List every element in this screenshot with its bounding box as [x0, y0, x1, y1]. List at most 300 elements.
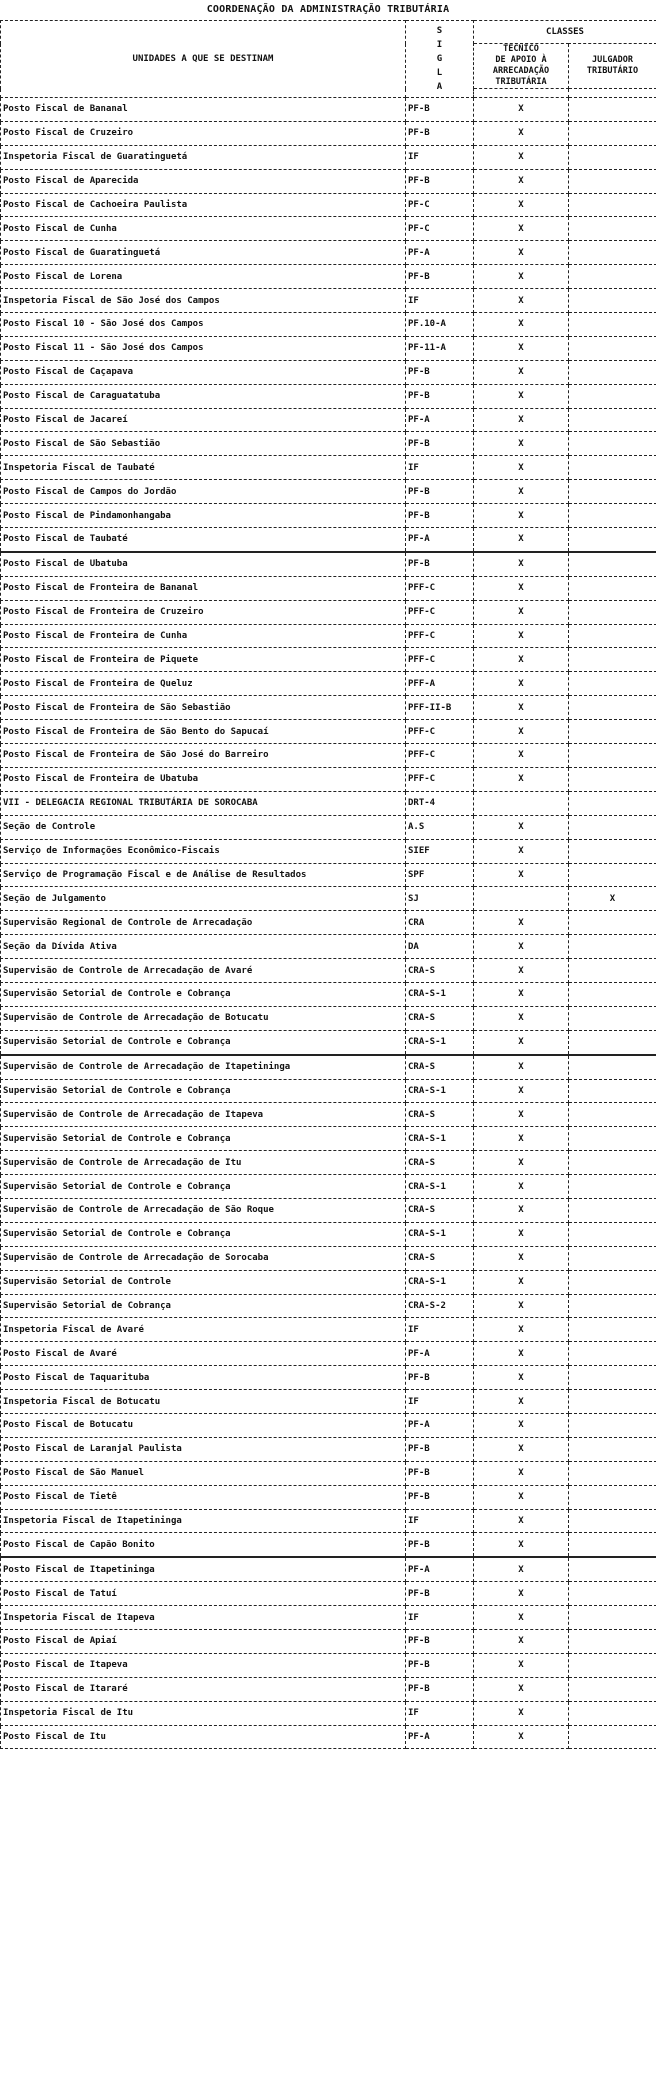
unit-name-cell: Posto Fiscal de Fronteira de Cruzeiro: [1, 600, 406, 624]
table-row: [1, 432, 656, 456]
judge-mark-cell: [569, 528, 656, 552]
table-row: [1, 408, 656, 432]
table-row: [1, 1006, 656, 1030]
judge-mark-cell: [569, 1222, 656, 1246]
sigla-cell: PF-A: [406, 408, 474, 432]
sigla-cell: PF-B: [406, 1630, 474, 1654]
sigla-cell: PF-11-A: [406, 336, 474, 360]
sigla-cell: CRA-S: [406, 1151, 474, 1175]
sigla-cell: PF-B: [406, 504, 474, 528]
table-row: [1, 98, 656, 122]
unit-name-cell: Inspetoria Fiscal de Botucatu: [1, 1390, 406, 1414]
sigla-cell: PF-B: [406, 1461, 474, 1485]
technician-label-line: DE APOIO À: [495, 55, 547, 65]
unit-name-cell: Supervisão Setorial de Controle: [1, 1270, 406, 1294]
judge-mark-cell: [569, 935, 656, 959]
technician-mark-cell: X: [474, 935, 569, 959]
table-row: [1, 504, 656, 528]
table-row: [1, 456, 656, 480]
unit-name-cell: Posto Fiscal 11 - São José dos Campos: [1, 336, 406, 360]
sigla-cell: PFF-A: [406, 672, 474, 696]
table-row: [1, 1533, 656, 1557]
table-row: [1, 1725, 656, 1749]
unit-name-cell: Posto Fiscal de São Manuel: [1, 1461, 406, 1485]
technician-mark-cell: X: [474, 1606, 569, 1630]
judge-mark-cell: X: [569, 887, 656, 911]
table-row: [1, 624, 656, 648]
sigla-cell: CRA-S-1: [406, 982, 474, 1006]
table-row: [1, 767, 656, 791]
unit-name-cell: Posto Fiscal 10 - São José dos Campos: [1, 313, 406, 337]
unit-name-cell: Posto Fiscal de Fronteira de Ubatuba: [1, 767, 406, 791]
judge-mark-cell: [569, 863, 656, 887]
technician-mark-cell: X: [474, 336, 569, 360]
unit-name-cell: Seção de Controle: [1, 815, 406, 839]
sigla-cell: CRA-S-1: [406, 1270, 474, 1294]
judge-mark-cell: [569, 360, 656, 384]
judge-mark-cell: [569, 1606, 656, 1630]
unit-name-cell: Seção da Dívida Ativa: [1, 935, 406, 959]
technician-mark-cell: X: [474, 1270, 569, 1294]
judge-mark-cell: [569, 1270, 656, 1294]
unit-name-cell: Posto Fiscal de Itararé: [1, 1677, 406, 1701]
judge-mark-cell: [569, 169, 656, 193]
technician-mark-cell: X: [474, 145, 569, 169]
judge-mark-cell: [569, 1437, 656, 1461]
technician-mark-cell: X: [474, 552, 569, 576]
table-row: [1, 1030, 656, 1054]
technician-mark-cell: X: [474, 1653, 569, 1677]
sigla-cell: PF-A: [406, 1557, 474, 1581]
sigla-cell: PF-B: [406, 1485, 474, 1509]
unit-name-cell: Posto Fiscal de Fronteira de São José do Barreiro: [1, 744, 406, 768]
unit-name-cell: Posto Fiscal de Caraguatatuba: [1, 384, 406, 408]
sigla-cell: PF-B: [406, 384, 474, 408]
technician-mark-cell: X: [474, 959, 569, 983]
judge-mark-cell: [569, 289, 656, 313]
table-row: [1, 1246, 656, 1270]
unit-name-cell: Posto Fiscal de Fronteira de Bananal: [1, 576, 406, 600]
sigla-letter: L: [436, 68, 443, 78]
judge-mark-cell: [569, 1175, 656, 1199]
technician-mark-cell: [474, 887, 569, 911]
sigla-cell: PF-C: [406, 217, 474, 241]
unit-name-cell: Supervisão de Controle de Arrecadação de Avaré: [1, 959, 406, 983]
table-row: [1, 1630, 656, 1654]
judge-mark-cell: [569, 1390, 656, 1414]
table-row: [1, 1390, 656, 1414]
document-title: COORDENAÇÃO DA ADMINISTRAÇÃO TRIBUTÁRIA: [206, 4, 450, 15]
sigla-cell: PFF-II-B: [406, 696, 474, 720]
unit-name-cell: Posto Fiscal de Fronteira de Cunha: [1, 624, 406, 648]
table-row: [1, 1079, 656, 1103]
sigla-cell: CRA-S-1: [406, 1175, 474, 1199]
table-row: [1, 528, 656, 552]
judge-mark-cell: [569, 624, 656, 648]
table-row: [1, 384, 656, 408]
sigla-cell: CRA-S: [406, 1246, 474, 1270]
technician-mark-cell: X: [474, 672, 569, 696]
unit-name-cell: Supervisão Setorial de Controle e Cobrança: [1, 1175, 406, 1199]
judge-mark-cell: [569, 1509, 656, 1533]
unit-name-cell: Inspetoria Fiscal de Avaré: [1, 1318, 406, 1342]
technician-mark-cell: X: [474, 863, 569, 887]
unit-name-cell: Posto Fiscal de Caçapava: [1, 360, 406, 384]
unit-name-cell: Supervisão de Controle de Arrecadação de Sorocaba: [1, 1246, 406, 1270]
unit-name-cell: Posto Fiscal de Itapetininga: [1, 1557, 406, 1581]
table-row: [1, 1485, 656, 1509]
table-row: [1, 1437, 656, 1461]
sigla-cell: PF-A: [406, 1725, 474, 1749]
unit-name-cell: Seção de Julgamento: [1, 887, 406, 911]
judge-mark-cell: [569, 1318, 656, 1342]
technician-mark-cell: X: [474, 1294, 569, 1318]
sigla-cell: CRA-S-1: [406, 1079, 474, 1103]
unit-name-cell: VII - DELEGACIA REGIONAL TRIBUTÁRIA DE SOROCABA: [1, 791, 406, 815]
judge-mark-cell: [569, 1461, 656, 1485]
technician-mark-cell: X: [474, 313, 569, 337]
sigla-letter: I: [436, 40, 443, 50]
technician-mark-cell: X: [474, 1030, 569, 1054]
unit-name-cell: Posto Fiscal de São Sebastião: [1, 432, 406, 456]
technician-mark-cell: X: [474, 432, 569, 456]
sigla-cell: CRA-S: [406, 1198, 474, 1222]
units-column-header: UNIDADES A QUE SE DESTINAM: [1, 21, 406, 98]
judge-mark-cell: [569, 313, 656, 337]
judge-mark-cell: [569, 384, 656, 408]
table-row: [1, 241, 656, 265]
unit-name-cell: Posto Fiscal de Cunha: [1, 217, 406, 241]
table-row: [1, 265, 656, 289]
sigla-cell: PF-B: [406, 552, 474, 576]
judge-mark-cell: [569, 648, 656, 672]
sigla-column-header: [406, 21, 474, 98]
judge-mark-cell: [569, 193, 656, 217]
sigla-cell: PFF-C: [406, 648, 474, 672]
technician-mark-cell: X: [474, 1198, 569, 1222]
unit-name-cell: Posto Fiscal de Tatuí: [1, 1582, 406, 1606]
table-row: [1, 911, 656, 935]
unit-name-cell: Posto Fiscal de Botucatu: [1, 1413, 406, 1437]
sigla-cell: IF: [406, 456, 474, 480]
judge-mark-cell: [569, 911, 656, 935]
sigla-cell: CRA-S: [406, 1006, 474, 1030]
judge-mark-cell: [569, 720, 656, 744]
table-row: [1, 193, 656, 217]
table-row: [1, 336, 656, 360]
unit-name-cell: Supervisão Setorial de Controle e Cobrança: [1, 982, 406, 1006]
judge-mark-cell: [569, 456, 656, 480]
table-row: [1, 1677, 656, 1701]
unit-name-cell: Inspetoria Fiscal de Taubaté: [1, 456, 406, 480]
judge-mark-cell: [569, 815, 656, 839]
technician-mark-cell: X: [474, 600, 569, 624]
judge-mark-cell: [569, 265, 656, 289]
sigla-letter: S: [436, 26, 443, 36]
unit-name-cell: Inspetoria Fiscal de São José dos Campos: [1, 289, 406, 313]
table-row: [1, 1294, 656, 1318]
table-row: [1, 1701, 656, 1725]
technician-mark-cell: X: [474, 767, 569, 791]
sigla-cell: CRA-S: [406, 1055, 474, 1079]
sigla-cell: PF-B: [406, 432, 474, 456]
unit-name-cell: Posto Fiscal de Fronteira de Queluz: [1, 672, 406, 696]
technician-mark-cell: X: [474, 696, 569, 720]
table-row: [1, 1557, 656, 1581]
sigla-cell: PFF-C: [406, 576, 474, 600]
unit-name-cell: Posto Fiscal de Taubaté: [1, 528, 406, 552]
judge-mark-cell: [569, 1294, 656, 1318]
table-row: [1, 145, 656, 169]
technician-mark-cell: X: [474, 98, 569, 122]
technician-mark-cell: X: [474, 504, 569, 528]
technician-mark-cell: X: [474, 982, 569, 1006]
judge-mark-cell: [569, 241, 656, 265]
technician-mark-cell: X: [474, 121, 569, 145]
judge-mark-cell: [569, 552, 656, 576]
judge-mark-cell: [569, 432, 656, 456]
table-row: [1, 648, 656, 672]
sigla-letter: A: [436, 82, 443, 92]
technician-mark-cell: X: [474, 624, 569, 648]
table-row: [1, 959, 656, 983]
technician-mark-cell: X: [474, 911, 569, 935]
judge-mark-cell: [569, 121, 656, 145]
sigla-cell: IF: [406, 1390, 474, 1414]
unit-name-cell: Posto Fiscal de Ubatuba: [1, 552, 406, 576]
table-row: [1, 121, 656, 145]
sigla-cell: PF-B: [406, 1582, 474, 1606]
sigla-cell: CRA-S-1: [406, 1222, 474, 1246]
sigla-cell: SJ: [406, 887, 474, 911]
judge-mark-cell: [569, 1198, 656, 1222]
judge-mark-cell: [569, 1677, 656, 1701]
judge-mark-cell: [569, 1653, 656, 1677]
table-row: [1, 672, 656, 696]
judge-mark-cell: [569, 1630, 656, 1654]
sigla-cell: A.S: [406, 815, 474, 839]
technician-mark-cell: X: [474, 576, 569, 600]
units-classes-table: [0, 20, 656, 1749]
table-row: [1, 887, 656, 911]
technician-mark-cell: X: [474, 1246, 569, 1270]
sigla-cell: IF: [406, 145, 474, 169]
technician-mark-cell: X: [474, 1366, 569, 1390]
judge-mark-cell: [569, 480, 656, 504]
unit-name-cell: Posto Fiscal de Cruzeiro: [1, 121, 406, 145]
header-spacer-cell: [569, 89, 656, 98]
sigla-cell: IF: [406, 289, 474, 313]
sigla-cell: IF: [406, 1509, 474, 1533]
judge-mark-cell: [569, 600, 656, 624]
technician-mark-cell: X: [474, 1437, 569, 1461]
judge-mark-cell: [569, 408, 656, 432]
header-spacer-cell: [474, 89, 569, 98]
unit-name-cell: Posto Fiscal de Bananal: [1, 98, 406, 122]
sigla-cell: PF-B: [406, 169, 474, 193]
unit-name-cell: Supervisão de Controle de Arrecadação de São Roque: [1, 1198, 406, 1222]
table-row: [1, 1318, 656, 1342]
technician-mark-cell: X: [474, 217, 569, 241]
sigla-cell: DA: [406, 935, 474, 959]
unit-name-cell: Serviço de Informações Econômico-Fiscais: [1, 839, 406, 863]
table-row: [1, 1270, 656, 1294]
sigla-cell: PFF-C: [406, 624, 474, 648]
judge-mark-cell: [569, 1533, 656, 1557]
judge-mark-cell: [569, 1103, 656, 1127]
technician-mark-cell: X: [474, 648, 569, 672]
unit-name-cell: Supervisão Setorial de Cobrança: [1, 1294, 406, 1318]
unit-name-cell: Supervisão de Controle de Arrecadação de Itu: [1, 1151, 406, 1175]
technician-mark-cell: X: [474, 1461, 569, 1485]
technician-mark-cell: X: [474, 169, 569, 193]
table-row: [1, 1413, 656, 1437]
judge-mark-cell: [569, 1127, 656, 1151]
technician-mark-cell: X: [474, 1103, 569, 1127]
section-header-row: [1, 791, 656, 815]
judge-mark-cell: [569, 1030, 656, 1054]
judge-mark-cell: [569, 672, 656, 696]
unit-name-cell: Posto Fiscal de Cachoeira Paulista: [1, 193, 406, 217]
unit-name-cell: Posto Fiscal de Jacareí: [1, 408, 406, 432]
technician-mark-cell: X: [474, 384, 569, 408]
judge-mark-cell: [569, 1413, 656, 1437]
technician-mark-cell: X: [474, 1222, 569, 1246]
technician-label-line: ARRECADAÇÃO: [492, 66, 550, 76]
unit-name-cell: Posto Fiscal de Itapeva: [1, 1653, 406, 1677]
unit-name-cell: Posto Fiscal de Lorena: [1, 265, 406, 289]
judge-mark-cell: [569, 696, 656, 720]
table-row: [1, 1198, 656, 1222]
table-row: [1, 863, 656, 887]
sigla-cell: PF-B: [406, 121, 474, 145]
sigla-cell: PF-C: [406, 193, 474, 217]
table-row: [1, 1653, 656, 1677]
judge-class-header: [569, 44, 656, 89]
technician-mark-cell: X: [474, 1175, 569, 1199]
judge-mark-cell: [569, 1725, 656, 1749]
unit-name-cell: Posto Fiscal de Campos do Jordão: [1, 480, 406, 504]
unit-name-cell: Serviço de Programação Fiscal e de Análise de Resultados: [1, 863, 406, 887]
judge-mark-cell: [569, 1342, 656, 1366]
judge-mark-cell: [569, 1006, 656, 1030]
technician-mark-cell: X: [474, 1006, 569, 1030]
sigla-cell: PF-B: [406, 265, 474, 289]
technician-mark-cell: X: [474, 241, 569, 265]
sigla-cell: IF: [406, 1701, 474, 1725]
sigla-cell: PF-A: [406, 1413, 474, 1437]
judge-mark-cell: [569, 1485, 656, 1509]
judge-mark-cell: [569, 336, 656, 360]
sigla-cell: PF-B: [406, 1366, 474, 1390]
unit-name-cell: Supervisão Setorial de Controle e Cobrança: [1, 1079, 406, 1103]
unit-name-cell: Supervisão de Controle de Arrecadação de Itapetininga: [1, 1055, 406, 1079]
unit-name-cell: Posto Fiscal de Capão Bonito: [1, 1533, 406, 1557]
sigla-cell: CRA-S-1: [406, 1030, 474, 1054]
unit-name-cell: Posto Fiscal de Pindamonhangaba: [1, 504, 406, 528]
technician-mark-cell: X: [474, 265, 569, 289]
classes-header: CLASSES: [474, 21, 656, 44]
judge-mark-cell: [569, 98, 656, 122]
technician-mark-cell: X: [474, 839, 569, 863]
sigla-cell: SPF: [406, 863, 474, 887]
technician-mark-cell: X: [474, 1485, 569, 1509]
table-row: [1, 696, 656, 720]
judge-mark-cell: [569, 839, 656, 863]
unit-name-cell: Posto Fiscal de Itu: [1, 1725, 406, 1749]
unit-name-cell: Supervisão Setorial de Controle e Cobrança: [1, 1222, 406, 1246]
table-row: [1, 1342, 656, 1366]
technician-mark-cell: X: [474, 1630, 569, 1654]
table-row: [1, 839, 656, 863]
judge-mark-cell: [569, 791, 656, 815]
table-row: [1, 552, 656, 576]
sigla-cell: CRA-S: [406, 1103, 474, 1127]
technician-label-line: TRIBUTÁRIA: [495, 77, 547, 87]
sigla-cell: CRA-S-1: [406, 1127, 474, 1151]
technician-mark-cell: X: [474, 1413, 569, 1437]
sigla-cell: CRA-S-2: [406, 1294, 474, 1318]
technician-mark-cell: [474, 791, 569, 815]
unit-name-cell: Inspetoria Fiscal de Itapeva: [1, 1606, 406, 1630]
sigla-cell: PF.10-A: [406, 313, 474, 337]
table-row: [1, 289, 656, 313]
sigla-cell: PF-A: [406, 528, 474, 552]
sigla-cell: PF-B: [406, 1437, 474, 1461]
technician-mark-cell: X: [474, 1342, 569, 1366]
table-row: [1, 169, 656, 193]
sigla-cell: PFF-C: [406, 744, 474, 768]
sigla-cell: IF: [406, 1606, 474, 1630]
technician-label-line: TÉCNICO: [503, 44, 539, 54]
judge-mark-cell: [569, 767, 656, 791]
technician-class-header: [474, 44, 569, 89]
judge-mark-cell: [569, 1557, 656, 1581]
technician-mark-cell: X: [474, 289, 569, 313]
sigla-cell: DRT-4: [406, 791, 474, 815]
unit-name-cell: Posto Fiscal de Aparecida: [1, 169, 406, 193]
judge-mark-cell: [569, 1151, 656, 1175]
judge-mark-cell: [569, 1701, 656, 1725]
technician-mark-cell: X: [474, 1055, 569, 1079]
table-row: [1, 935, 656, 959]
technician-mark-cell: X: [474, 360, 569, 384]
table-row: [1, 744, 656, 768]
sigla-cell: PF-B: [406, 480, 474, 504]
judge-mark-cell: [569, 1246, 656, 1270]
table-row: [1, 576, 656, 600]
sigla-cell: PFF-C: [406, 720, 474, 744]
unit-name-cell: Supervisão Setorial de Controle e Cobrança: [1, 1030, 406, 1054]
table-row: [1, 1151, 656, 1175]
table-row: [1, 1509, 656, 1533]
technician-mark-cell: X: [474, 408, 569, 432]
table-row: [1, 1222, 656, 1246]
table-row: [1, 1127, 656, 1151]
technician-mark-cell: X: [474, 1079, 569, 1103]
unit-name-cell: Posto Fiscal de Laranjal Paulista: [1, 1437, 406, 1461]
sigla-cell: PF-B: [406, 1677, 474, 1701]
unit-name-cell: Posto Fiscal de Avaré: [1, 1342, 406, 1366]
table-row: [1, 1606, 656, 1630]
table-row: [1, 360, 656, 384]
unit-name-cell: Posto Fiscal de Tietê: [1, 1485, 406, 1509]
unit-name-cell: Posto Fiscal de Fronteira de São Sebastião: [1, 696, 406, 720]
table-row: [1, 217, 656, 241]
table-row: [1, 480, 656, 504]
sigla-cell: PF-B: [406, 1653, 474, 1677]
technician-mark-cell: X: [474, 1151, 569, 1175]
